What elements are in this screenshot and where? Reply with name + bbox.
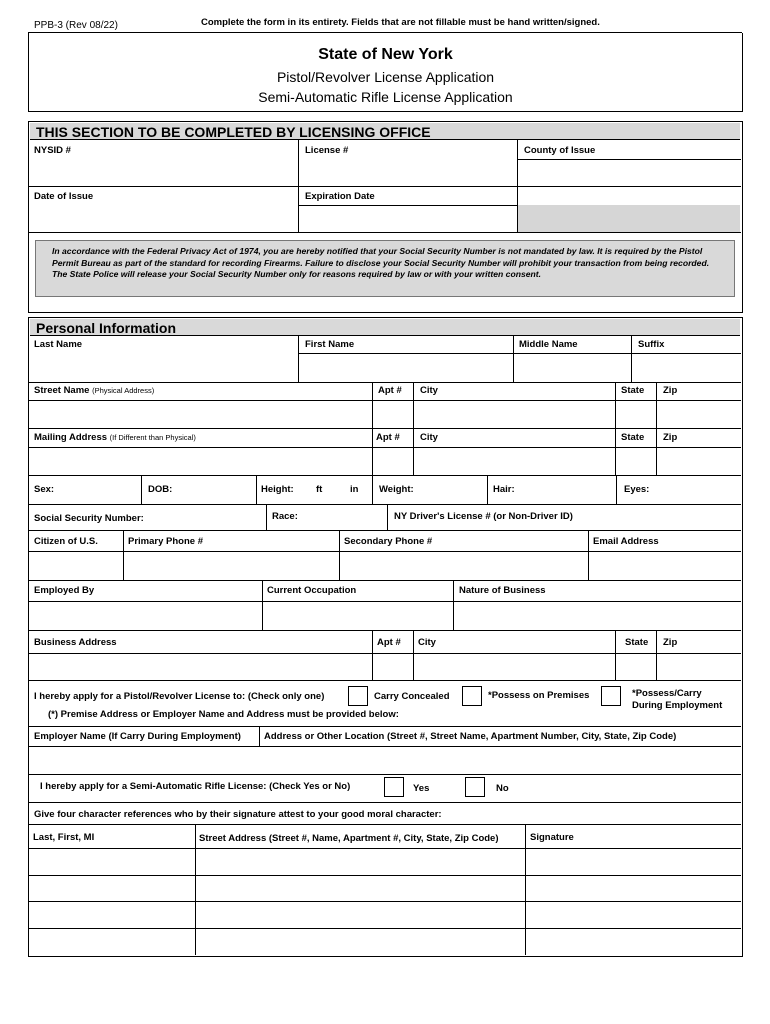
email-label: Email Address bbox=[593, 536, 659, 547]
rifle-yes-label: Yes bbox=[413, 783, 430, 794]
drivers-license-label: NY Driver's License # (or Non-Driver ID) bbox=[394, 511, 573, 522]
bus-apt-label: Apt # bbox=[377, 637, 401, 648]
employer-address-label: Address or Other Location (Street #, Street Name, Apartment Number, City, State, Zip Code) bbox=[264, 731, 677, 742]
bus-city-label: City bbox=[418, 637, 436, 648]
divider bbox=[513, 336, 514, 382]
secondary-phone-label: Secondary Phone # bbox=[344, 536, 433, 547]
divider bbox=[195, 824, 196, 955]
divider bbox=[487, 475, 488, 504]
hair-label: Hair: bbox=[493, 484, 515, 495]
rifle-yes-checkbox[interactable] bbox=[384, 777, 404, 797]
divider bbox=[588, 530, 589, 580]
business-address-label: Business Address bbox=[34, 637, 117, 648]
divider bbox=[615, 428, 616, 475]
ref1-name-field[interactable] bbox=[30, 849, 194, 874]
divider bbox=[123, 530, 124, 580]
divider bbox=[28, 774, 741, 775]
mailing-state-field[interactable] bbox=[617, 448, 655, 474]
divider bbox=[28, 726, 741, 727]
divider bbox=[28, 802, 741, 803]
divider bbox=[525, 824, 526, 955]
office-shaded-cell bbox=[518, 205, 740, 232]
height-ft-label: ft bbox=[316, 484, 323, 495]
divider bbox=[372, 382, 373, 428]
mailing-apt-field[interactable] bbox=[374, 448, 412, 474]
rifle-no-checkbox[interactable] bbox=[465, 777, 485, 797]
divider bbox=[141, 475, 142, 504]
apply-pistol-label: I hereby apply for a Pistol/Revolver License to: (Check only one) bbox=[34, 691, 325, 702]
email-field[interactable] bbox=[590, 552, 740, 579]
title-box bbox=[28, 33, 743, 112]
mail-city-label: City bbox=[420, 432, 438, 443]
middle-name-field[interactable] bbox=[515, 354, 630, 381]
employer-field[interactable] bbox=[30, 747, 740, 773]
divider bbox=[28, 630, 741, 631]
license-no-label: License # bbox=[305, 145, 349, 156]
primary-phone-label: Primary Phone # bbox=[128, 536, 203, 547]
street-name-label bbox=[34, 386, 154, 396]
possess-premises-label: *Possess on Premises bbox=[488, 690, 590, 701]
divider bbox=[615, 630, 616, 680]
divider bbox=[28, 232, 741, 233]
mailing-zip-field[interactable] bbox=[658, 448, 740, 474]
mail-zip-label: Zip bbox=[663, 432, 678, 443]
divider bbox=[259, 726, 260, 746]
height-in-label: in bbox=[350, 484, 359, 495]
race-label: Race: bbox=[272, 511, 298, 522]
mailing-city-field[interactable] bbox=[415, 448, 614, 474]
possess-premises-checkbox[interactable] bbox=[462, 686, 482, 706]
title-pistol: Pistol/Revolver License Application bbox=[276, 69, 495, 85]
sex-label: Sex: bbox=[34, 484, 55, 495]
divider bbox=[387, 504, 388, 530]
apt-label: Apt # bbox=[378, 385, 402, 396]
date-issue-field[interactable] bbox=[30, 205, 297, 231]
divider bbox=[339, 530, 340, 580]
possess-carry-checkbox[interactable] bbox=[601, 686, 621, 706]
secondary-phone-field[interactable] bbox=[341, 552, 587, 579]
mail-state-label: State bbox=[621, 432, 645, 443]
last-name-label: Last Name bbox=[34, 339, 83, 350]
zip-field[interactable] bbox=[658, 401, 740, 427]
bus-zip-label: Zip bbox=[663, 637, 678, 648]
form-instruction: Complete the form in its entirety. Fields that are not fillable must be hand written/signed. bbox=[201, 17, 600, 28]
divider bbox=[413, 428, 414, 475]
sex-field[interactable] bbox=[61, 477, 139, 502]
privacy-notice-box bbox=[35, 240, 735, 297]
employer-name-label: Employer Name (If Carry During Employment) bbox=[34, 731, 241, 742]
citizen-field[interactable] bbox=[30, 552, 122, 579]
divider bbox=[372, 475, 373, 504]
employed-by-field[interactable] bbox=[30, 602, 261, 629]
carry-concealed-label: Carry Concealed bbox=[374, 691, 450, 702]
dob-label: DOB: bbox=[148, 484, 173, 495]
expiration-label: Expiration Date bbox=[305, 191, 375, 202]
mailing-street-field[interactable] bbox=[30, 448, 371, 474]
divider bbox=[28, 580, 741, 581]
divider bbox=[631, 336, 632, 382]
business-zip-field[interactable] bbox=[658, 654, 740, 679]
weight-field[interactable] bbox=[420, 477, 485, 502]
eyes-label: Eyes: bbox=[624, 484, 650, 495]
nature-business-field[interactable] bbox=[455, 602, 740, 629]
form-id: PPB-3 (Rev 08/22) bbox=[34, 20, 118, 31]
county-label: County of Issue bbox=[524, 145, 596, 156]
licensing-office-heading: THIS SECTION TO BE COMPLETED BY LICENSING OFFICE bbox=[30, 123, 740, 140]
divider bbox=[656, 382, 657, 428]
divider bbox=[28, 186, 741, 187]
first-name-field[interactable] bbox=[300, 354, 512, 381]
divider bbox=[28, 824, 741, 825]
ref2-address-field[interactable] bbox=[197, 876, 524, 900]
apply-rifle-label: I hereby apply for a Semi-Automatic Rifle License: (Check Yes or No) bbox=[40, 781, 351, 792]
divider bbox=[28, 382, 741, 383]
title-state: State of New York bbox=[318, 46, 453, 63]
personal-info-heading: Personal Information bbox=[30, 319, 740, 336]
weight-label: Weight: bbox=[379, 484, 414, 495]
citizen-label: Citizen of U.S. bbox=[34, 536, 98, 547]
nysid-label: NYSID # bbox=[34, 145, 71, 156]
expiration-field[interactable] bbox=[300, 206, 516, 231]
middle-name-label: Middle Name bbox=[519, 339, 578, 350]
divider bbox=[28, 504, 741, 505]
ssn-label: Social Security Number: bbox=[34, 513, 144, 524]
date-issue-label: Date of Issue bbox=[34, 191, 94, 202]
street-name-text: Street Name bbox=[34, 385, 90, 396]
ref4-address-field[interactable] bbox=[197, 929, 524, 954]
title-rifle: Semi-Automatic Rifle License Application bbox=[258, 89, 513, 105]
mail-apt-label: Apt # bbox=[376, 432, 400, 443]
divider bbox=[656, 630, 657, 680]
mailing-address-label bbox=[34, 433, 196, 443]
state-label: State bbox=[621, 385, 645, 396]
hair-field[interactable] bbox=[520, 477, 614, 502]
business-apt-field[interactable] bbox=[374, 654, 412, 679]
last-name-field[interactable] bbox=[30, 354, 297, 381]
height-ft-field[interactable] bbox=[297, 477, 315, 502]
divider bbox=[28, 530, 741, 531]
rifle-no-label: No bbox=[496, 783, 509, 794]
first-name-label: First Name bbox=[305, 339, 355, 350]
business-city-field[interactable] bbox=[415, 654, 614, 679]
occupation-field[interactable] bbox=[264, 602, 452, 629]
suffix-label: Suffix bbox=[638, 339, 665, 350]
divider bbox=[615, 382, 616, 428]
nysid-field[interactable] bbox=[30, 159, 297, 185]
divider bbox=[266, 504, 267, 530]
ref-col-signature: Signature bbox=[530, 832, 574, 843]
divider bbox=[413, 382, 414, 428]
divider bbox=[28, 475, 741, 476]
divider bbox=[28, 680, 741, 681]
state-field[interactable] bbox=[617, 401, 655, 427]
references-intro: Give four character references who by their signature attest to your good moral character: bbox=[34, 809, 442, 820]
possess-carry-label-1: *Possess/Carry bbox=[632, 688, 702, 699]
dob-field[interactable] bbox=[178, 477, 254, 502]
zip-label: Zip bbox=[663, 385, 678, 396]
divider bbox=[372, 428, 373, 475]
divider bbox=[28, 428, 741, 429]
privacy-notice-text: In accordance with the Federal Privacy Act of 1974, you are hereby notified that your Social Security Number is not mandated by law. It is required by the Pistol Permit Bureau as part of the standard for recording Firearms. Failure to disclose your Social Security Number will prohibit your transaction from being recorded. The State Police will release your Social Security Number only for reasons required by law or with your written consent. bbox=[52, 246, 710, 280]
carry-concealed-checkbox[interactable] bbox=[348, 686, 368, 706]
ref-col-name: Last, First, MI bbox=[33, 832, 95, 843]
city-label: City bbox=[420, 385, 438, 396]
height-in-field[interactable] bbox=[327, 477, 349, 502]
ref3-name-field[interactable] bbox=[30, 902, 194, 927]
employed-by-label: Employed By bbox=[34, 585, 95, 596]
license-no-field[interactable] bbox=[300, 159, 516, 185]
city-field[interactable] bbox=[415, 401, 614, 427]
premise-note: (*) Premise Address or Employer Name and Address must be provided below: bbox=[48, 709, 399, 720]
business-street-field[interactable] bbox=[30, 654, 371, 679]
divider bbox=[256, 475, 257, 504]
divider bbox=[453, 580, 454, 630]
ssn-field[interactable] bbox=[152, 506, 264, 528]
height-label: Height: bbox=[261, 484, 294, 495]
primary-phone-field[interactable] bbox=[125, 552, 338, 579]
occupation-label: Current Occupation bbox=[267, 585, 357, 596]
possess-carry-label-2: During Employment bbox=[632, 700, 723, 711]
business-state-field[interactable] bbox=[617, 654, 655, 679]
divider bbox=[656, 428, 657, 475]
ref3-address-field[interactable] bbox=[197, 902, 524, 927]
bus-state-label: State bbox=[625, 637, 649, 648]
race-field[interactable] bbox=[303, 506, 385, 528]
divider bbox=[413, 630, 414, 680]
county-field[interactable] bbox=[519, 160, 740, 185]
nature-business-label: Nature of Business bbox=[459, 585, 546, 596]
ref-col-address: Street Address (Street #, Name, Apartment #, City, State, Zip Code) bbox=[199, 833, 499, 844]
divider bbox=[298, 336, 299, 382]
ref1-address-field[interactable] bbox=[197, 849, 524, 874]
divider bbox=[616, 475, 617, 504]
mailing-note: (If Different than Physical) bbox=[109, 433, 196, 442]
street-field[interactable] bbox=[30, 401, 371, 427]
divider bbox=[372, 630, 373, 680]
ref4-name-field[interactable] bbox=[30, 929, 194, 954]
drivers-license-field[interactable] bbox=[588, 506, 739, 528]
apt-field[interactable] bbox=[374, 401, 412, 427]
divider bbox=[262, 580, 263, 630]
suffix-field[interactable] bbox=[633, 354, 740, 381]
ref2-name-field[interactable] bbox=[30, 876, 194, 900]
eyes-field[interactable] bbox=[653, 477, 739, 502]
mailing-text: Mailing Address bbox=[34, 432, 108, 443]
street-note: (Physical Address) bbox=[92, 386, 155, 395]
